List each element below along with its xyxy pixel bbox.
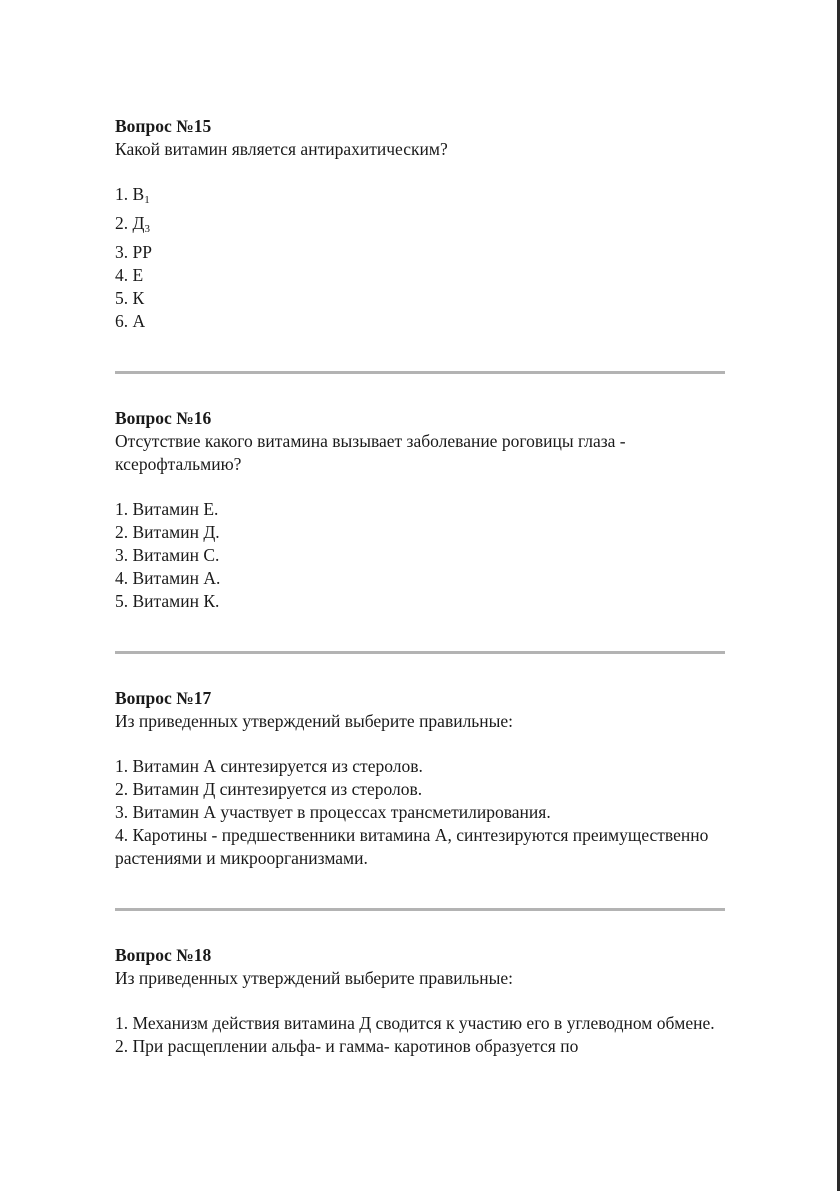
answer-option: 2. При расщеплении альфа- и гамма- каротинов образуется по — [115, 1036, 579, 1056]
answer-subscript: 3 — [144, 223, 150, 235]
section-divider — [115, 651, 725, 654]
answer-option — [115, 310, 725, 333]
answer-text: 2. Д — [115, 213, 145, 233]
answer-subscript: 1 — [144, 194, 150, 206]
question-text: Какой витамин является антирахитическим? — [115, 139, 448, 159]
answer-list — [115, 755, 725, 870]
document-body — [115, 114, 725, 1058]
answer-text: 4. Е — [115, 265, 144, 285]
answer-option — [115, 183, 725, 212]
question-title: Вопрос №17 — [115, 688, 212, 708]
answer-option: 2. Витамин Д. — [115, 522, 220, 542]
answer-option: 1. Витамин Е. — [115, 499, 219, 519]
question-text: Из приведенных утверждений выберите правильные: — [115, 711, 514, 731]
answer-list — [115, 498, 725, 613]
answer-text: 1. В — [115, 184, 145, 204]
answer-text: 5. К — [115, 288, 145, 308]
question-16 — [115, 406, 725, 613]
question-17 — [115, 686, 725, 870]
question-title: Вопрос №15 — [115, 116, 212, 136]
answer-option — [115, 241, 725, 264]
answer-text: 3. PP — [115, 242, 152, 262]
answer-option: 2. Витамин Д синтезируется из стеролов. — [115, 779, 423, 799]
question-text: Из приведенных утверждений выберите правильные: — [115, 968, 514, 988]
answer-option: 3. Витамин С. — [115, 545, 220, 565]
answer-option: 1. Витамин А синтезируется из стеролов. — [115, 756, 423, 776]
answer-option: 5. Витамин К. — [115, 591, 220, 611]
answer-option — [115, 212, 725, 241]
section-divider — [115, 371, 725, 374]
answer-list — [115, 183, 725, 333]
question-title: Вопрос №18 — [115, 945, 212, 965]
answer-option: 4. Витамин А. — [115, 568, 221, 588]
answer-option — [115, 264, 725, 287]
question-text: Отсутствие какого витамина вызывает заболевание роговицы глаза - ксерофтальмию? — [115, 431, 626, 474]
question-title: Вопрос №16 — [115, 408, 212, 428]
answer-option — [115, 287, 725, 310]
section-divider — [115, 908, 725, 911]
question-15 — [115, 114, 725, 333]
question-18 — [115, 943, 725, 1058]
answer-option: 1. Механизм действия витамина Д сводится к участию его в углеводном обмене. — [115, 1013, 715, 1033]
answer-list — [115, 1012, 725, 1058]
answer-option: 3. Витамин А участвует в процессах трансметилирования. — [115, 802, 551, 822]
answer-text: 6. А — [115, 311, 146, 331]
answer-option: 4. Каротины - предшественники витамина А, синтезируются преимущественно растениями и микроорганизмами. — [115, 825, 709, 868]
